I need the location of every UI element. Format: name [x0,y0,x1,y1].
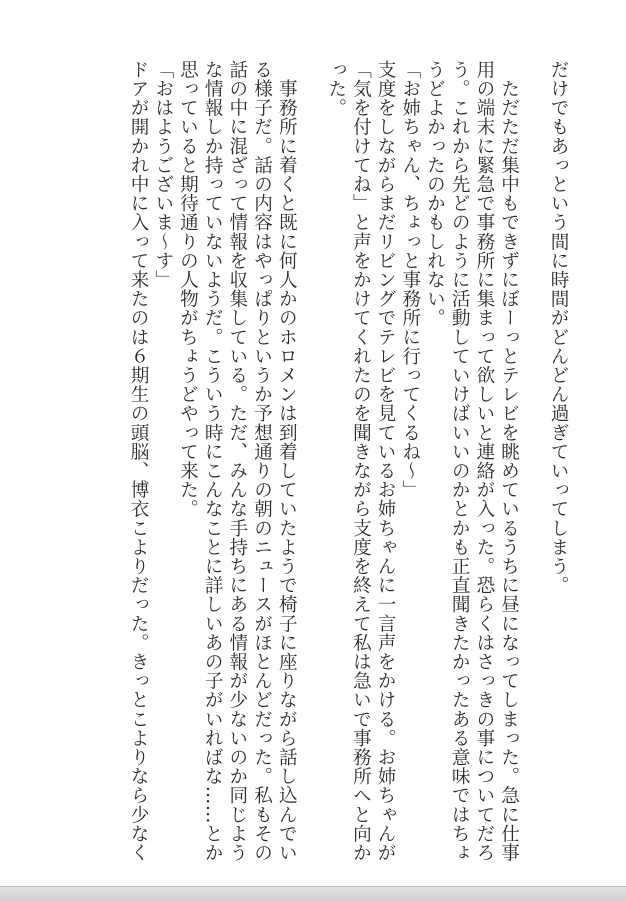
text-line: だけでもあっという間に時間がどんどん過ぎていってしまう。 [548,60,569,595]
text-line: る様子だ。話の内容はやっぱりというか予想通りの朝のニュースがほとんどだった。私もその [251,60,273,863]
text-line: 「気を付けてね」と声をかけてくれたのを聞きながら支度を終えて私は急いで事務所へと向か [350,60,372,863]
text-line: 事務所に着くと既に何人かのホロメンは到着していたようで椅子に座りながら話し込んでい [276,60,298,863]
text-line: 支度をしながらまだリビングでテレビを見ているお姉ちゃんに一言声をかける。お姉ちゃんが [375,60,397,863]
text-line: うどよかったのかもしれない。 [424,60,446,328]
blank-line [521,60,546,850]
text-line: 「おはようございま〜す」 [152,60,174,290]
blank-line [298,60,323,850]
text-line: な情報しか持っていないようだ。こういう時にこんなことに詳しいあの子がいればな……とか [202,60,224,863]
text-line: 「お姉ちゃん、ちょっと事務所に行ってくるね〜」 [399,60,421,500]
vertical-text-body [125,60,570,863]
window-bottom-edge [0,886,626,901]
text-line: った。 [325,60,347,118]
text-line: う。これから先どのように活動していけばいいのかとかも正直聞きたかったある意味ではちょ [449,60,471,863]
text-line: 話の中に混ざって情報を収集している。ただ、みんな手持ちにある情報が少ないのか同じよう [226,60,248,863]
text-line: ドアが開かれ中に入って来たのは６期生の頭脳、博衣こよりだった。きっとこよりなら少なく [128,60,150,863]
text-line: 思っていると期待通りの人物がちょうどやって来た。 [177,60,199,519]
text-line: ただただ集中もできずにぼーっとテレビを眺めているうちに昼になってしまった。急に仕事 [498,60,520,863]
text-line: 用の端末に緊急で事務所に集まって欲しいと連絡が入った。恐らくはさっきの事についてだろ [473,60,495,863]
